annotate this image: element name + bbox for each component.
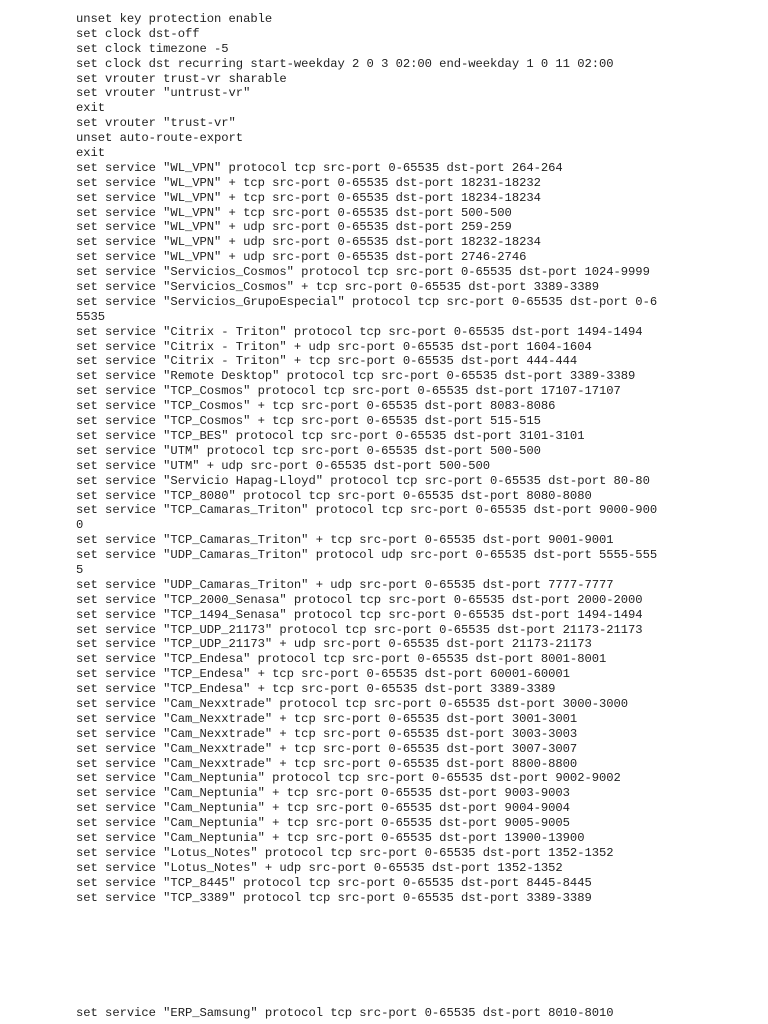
config-line: set service "TCP_Camaras_Triton" + tcp src-port 0-65535 dst-port 9001-9001 bbox=[76, 533, 614, 548]
config-line: set service "UTM" protocol tcp src-port 0-65535 dst-port 500-500 bbox=[76, 443, 541, 458]
config-line: set service "TCP_Cosmos" + tcp src-port 0-65535 dst-port 515-515 bbox=[76, 414, 541, 429]
config-line: set service "Cam_Nexxtrade" + tcp src-port 0-65535 dst-port 3001-3001 bbox=[76, 711, 578, 726]
config-line: set service "TCP_2000_Senasa" protocol tcp src-port 0-65535 dst-port 2000-2000 bbox=[76, 592, 643, 607]
config-line: set service "Cam_Nexxtrade" + tcp src-port 0-65535 dst-port 3003-3003 bbox=[76, 726, 578, 741]
config-line: set service "Cam_Nexxtrade" protocol tcp src-port 0-65535 dst-port 3000-3000 bbox=[76, 696, 629, 711]
config-line: set service "TCP_Endesa" protocol tcp src-port 0-65535 dst-port 8001-8001 bbox=[76, 652, 607, 667]
config-line: set service "TCP_3389" protocol tcp src-port 0-65535 dst-port 3389-3389 bbox=[76, 890, 592, 905]
config-line: set service "Citrix - Triton" protocol tcp src-port 0-65535 dst-port 1494-1494 bbox=[76, 324, 643, 339]
config-line: set service "TCP_Endesa" + tcp src-port 0-65535 dst-port 3389-3389 bbox=[76, 682, 556, 697]
config-text-block bbox=[76, 12, 716, 905]
config-line: set service "Cam_Neptunia" + tcp src-port 0-65535 dst-port 13900-13900 bbox=[76, 830, 585, 845]
config-line: set service "Cam_Neptunia" protocol tcp src-port 0-65535 dst-port 9002-9002 bbox=[76, 771, 621, 786]
config-line: set vrouter trust-vr sharable bbox=[76, 71, 287, 86]
config-line: set service "TCP_UDP_21173" + udp src-port 0-65535 dst-port 21173-21173 bbox=[76, 637, 592, 652]
config-line: set service "WL_VPN" + tcp src-port 0-65535 dst-port 18231-18232 bbox=[76, 175, 541, 190]
config-line: set service "TCP_8080" protocol tcp src-port 0-65535 dst-port 8080-8080 bbox=[76, 488, 592, 503]
config-line: set vrouter "untrust-vr" bbox=[76, 86, 251, 101]
config-line: set service "WL_VPN" + udp src-port 0-65535 dst-port 2746-2746 bbox=[76, 250, 527, 265]
config-line: set service "TCP_1494_Senasa" protocol tcp src-port 0-65535 dst-port 1494-1494 bbox=[76, 607, 643, 622]
config-line: 5535 bbox=[76, 309, 106, 324]
config-line: set vrouter "trust-vr" bbox=[76, 116, 236, 131]
config-line: set service "Lotus_Notes" + udp src-port 0-65535 dst-port 1352-1352 bbox=[76, 860, 563, 875]
config-line: exit bbox=[76, 101, 106, 116]
config-line: set service "WL_VPN" + udp src-port 0-65535 dst-port 18232-18234 bbox=[76, 235, 541, 250]
config-line: set service "TCP_BES" protocol tcp src-port 0-65535 dst-port 3101-3101 bbox=[76, 428, 585, 443]
config-line: set service "Cam_Nexxtrade" + tcp src-port 0-65535 dst-port 3007-3007 bbox=[76, 741, 578, 756]
config-line: set service "Servicios_GrupoEspecial" protocol tcp src-port 0-65535 dst-port 0-6 bbox=[76, 294, 658, 309]
config-line: set service "UDP_Camaras_Triton" protocol udp src-port 0-65535 dst-port 5555-555 bbox=[76, 548, 658, 563]
config-line: set service "WL_VPN" + tcp src-port 0-65535 dst-port 18234-18234 bbox=[76, 190, 541, 205]
config-line: set clock timezone -5 bbox=[76, 41, 229, 56]
config-line: set service "Citrix - Triton" + tcp src-port 0-65535 dst-port 444-444 bbox=[76, 354, 578, 369]
config-line: set service "TCP_UDP_21173" protocol tcp src-port 0-65535 dst-port 21173-21173 bbox=[76, 622, 643, 637]
page-footer-config-line: set service "ERP_Samsung" protocol tcp src-port 0-65535 dst-port 8010-8010 bbox=[76, 1006, 614, 1020]
config-line: unset auto-route-export bbox=[76, 131, 244, 146]
config-line: set service "TCP_Cosmos" protocol tcp src-port 0-65535 dst-port 17107-17107 bbox=[76, 384, 621, 399]
config-line: set service "UDP_Camaras_Triton" + udp src-port 0-65535 dst-port 7777-7777 bbox=[76, 577, 614, 592]
config-line: set service "Cam_Neptunia" + tcp src-port 0-65535 dst-port 9004-9004 bbox=[76, 801, 570, 816]
config-line: set clock dst recurring start-weekday 2 0 3 02:00 end-weekday 1 0 11 02:00 bbox=[76, 56, 614, 71]
config-line: set service "WL_VPN" + udp src-port 0-65535 dst-port 259-259 bbox=[76, 220, 512, 235]
config-line: set service "WL_VPN" protocol tcp src-port 0-65535 dst-port 264-264 bbox=[76, 160, 563, 175]
config-line: set service "Servicio Hapag-Lloyd" protocol tcp src-port 0-65535 dst-port 80-80 bbox=[76, 473, 650, 488]
config-line: set clock dst-off bbox=[76, 26, 200, 41]
config-line: set service "TCP_Camaras_Triton" protocol tcp src-port 0-65535 dst-port 9000-900 bbox=[76, 503, 658, 518]
config-line: 5 bbox=[76, 562, 84, 577]
config-line: set service "Citrix - Triton" + udp src-port 0-65535 dst-port 1604-1604 bbox=[76, 339, 592, 354]
config-line: exit bbox=[76, 146, 106, 161]
config-line: set service "TCP_8445" protocol tcp src-port 0-65535 dst-port 8445-8445 bbox=[76, 875, 592, 890]
config-line: set service "Cam_Nexxtrade" + tcp src-port 0-65535 dst-port 8800-8800 bbox=[76, 756, 578, 771]
config-line: unset key protection enable bbox=[76, 12, 273, 26]
config-line: set service "UTM" + udp src-port 0-65535 dst-port 500-500 bbox=[76, 458, 491, 473]
config-line: set service "Remote Desktop" protocol tcp src-port 0-65535 dst-port 3389-3389 bbox=[76, 369, 636, 384]
config-line: set service "Cam_Neptunia" + tcp src-port 0-65535 dst-port 9005-9005 bbox=[76, 816, 570, 831]
config-line: set service "Servicios_Cosmos" + tcp src-port 0-65535 dst-port 3389-3389 bbox=[76, 280, 599, 295]
config-line: set service "Lotus_Notes" protocol tcp src-port 0-65535 dst-port 1352-1352 bbox=[76, 845, 614, 860]
config-line: 0 bbox=[76, 518, 84, 533]
config-line: set service "TCP_Endesa" + tcp src-port 0-65535 dst-port 60001-60001 bbox=[76, 667, 570, 682]
config-line: set service "WL_VPN" + tcp src-port 0-65535 dst-port 500-500 bbox=[76, 205, 512, 220]
config-line: set service "Cam_Neptunia" + tcp src-port 0-65535 dst-port 9003-9003 bbox=[76, 786, 570, 801]
config-line: set service "Servicios_Cosmos" protocol tcp src-port 0-65535 dst-port 1024-9999 bbox=[76, 265, 650, 280]
config-line: set service "TCP_Cosmos" + tcp src-port 0-65535 dst-port 8083-8086 bbox=[76, 399, 556, 414]
